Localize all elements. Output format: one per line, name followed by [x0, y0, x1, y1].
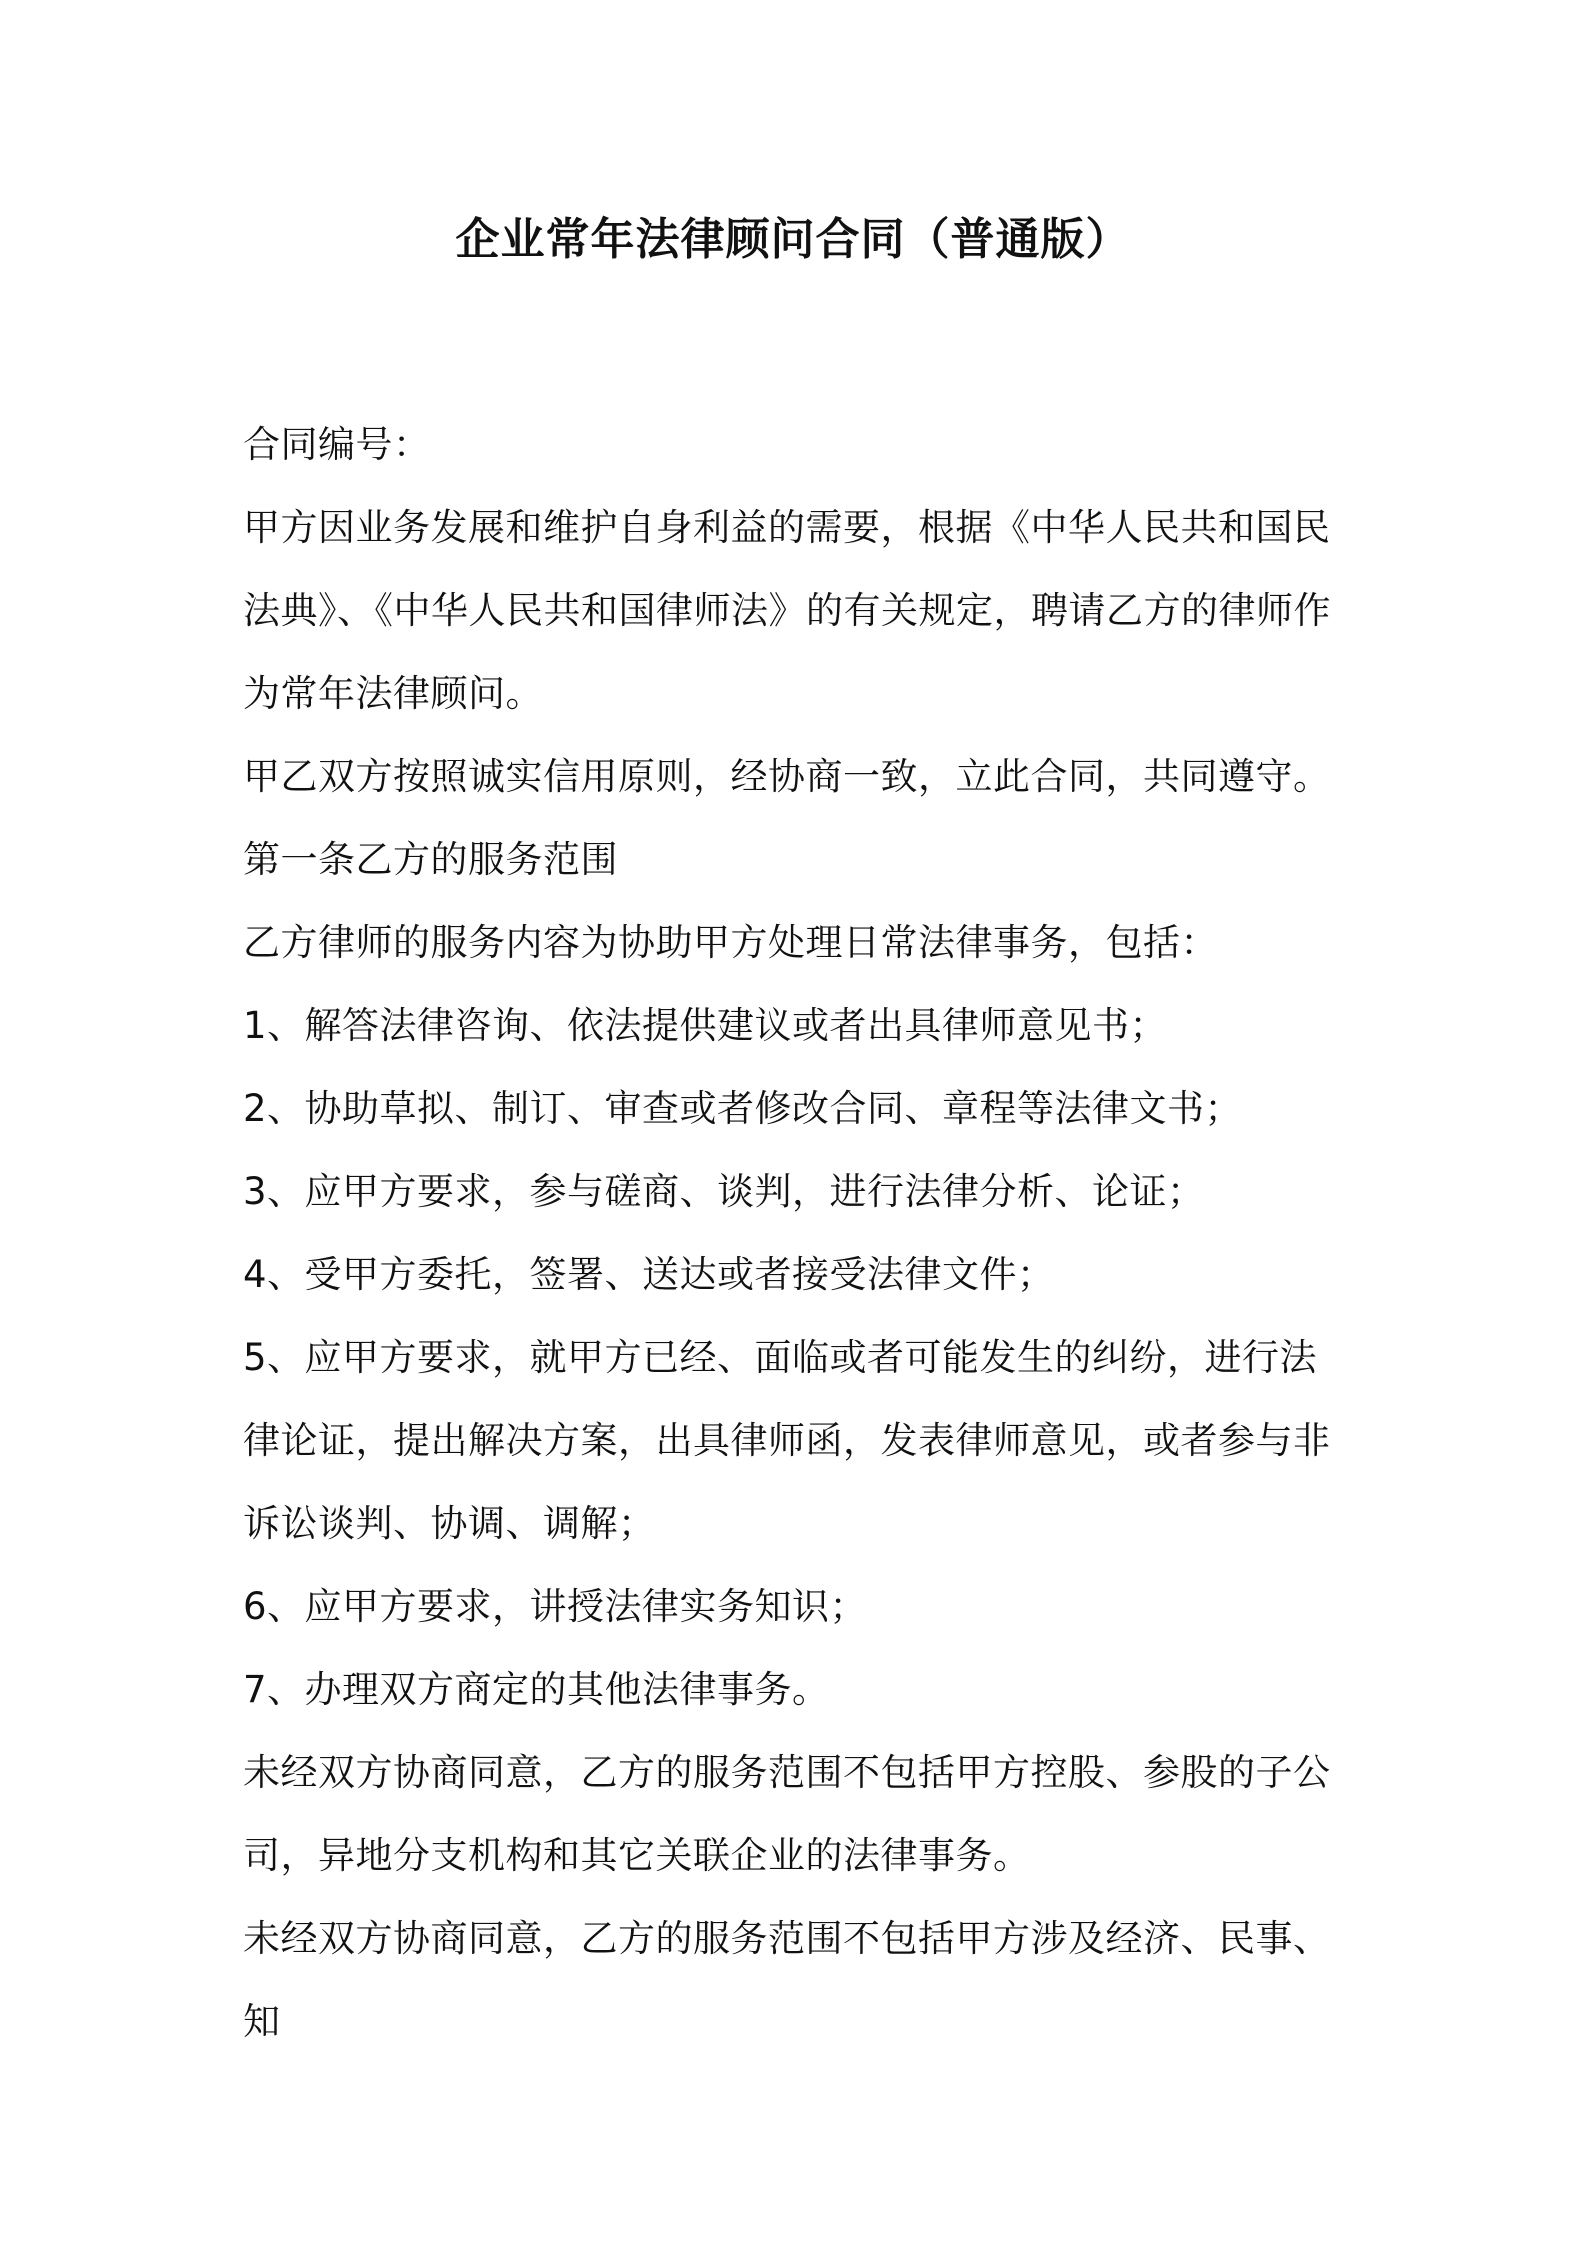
- contract-number-line: 合同编号：: [243, 423, 431, 466]
- service-item: 6、应甲方要求，讲授法律实务知识；: [243, 1585, 868, 1628]
- service-item: 1、解答法律咨询、依法提供建议或者出具律师意见书；: [243, 1004, 1168, 1047]
- service-item: 4、受甲方委托，签署、送达或者接受法律文件；: [243, 1253, 1055, 1296]
- service-intro-paragraph: 乙方律师的服务内容为协助甲方处理日常法律事务，包括：: [243, 921, 1218, 964]
- service-item: 7、办理双方商定的其他法律事务。: [243, 1668, 830, 1711]
- agreement-paragraph: 甲乙双方按照诚实信用原则，经协商一致，立此合同，共同遵守。: [243, 755, 1331, 798]
- exclusion-paragraph: 未经双方协商同意，乙方的服务范围不包括甲方控股、参股的子公司，异地分支机构和其它关联企业的法律事务。: [243, 1751, 1331, 1877]
- exclusion-paragraph: 未经双方协商同意，乙方的服务范围不包括甲方涉及经济、民事、知: [243, 1917, 1331, 2043]
- service-item: 3、应甲方要求，参与磋商、谈判，进行法律分析、论证；: [243, 1170, 1205, 1213]
- document-title: 企业常年法律顾问合同（普通版）: [455, 214, 1131, 265]
- document-body: [243, 403, 1353, 2063]
- service-item: 2、协助草拟、制订、审查或者修改合同、章程等法律文书；: [243, 1087, 1243, 1130]
- preamble-paragraph: 甲方因业务发展和维护自身利益的需要，根据《中华人民共和国民法典》、《中华人民共和国律师法》的有关规定，聘请乙方的律师作为常年法律顾问。: [243, 506, 1331, 715]
- service-item: 5、应甲方要求，就甲方已经、面临或者可能发生的纠纷，进行法律论证，提出解决方案，出具律师函，发表律师意见，或者参与非诉讼谈判、协调、调解；: [243, 1336, 1331, 1545]
- article-heading: 第一条乙方的服务范围: [243, 838, 618, 881]
